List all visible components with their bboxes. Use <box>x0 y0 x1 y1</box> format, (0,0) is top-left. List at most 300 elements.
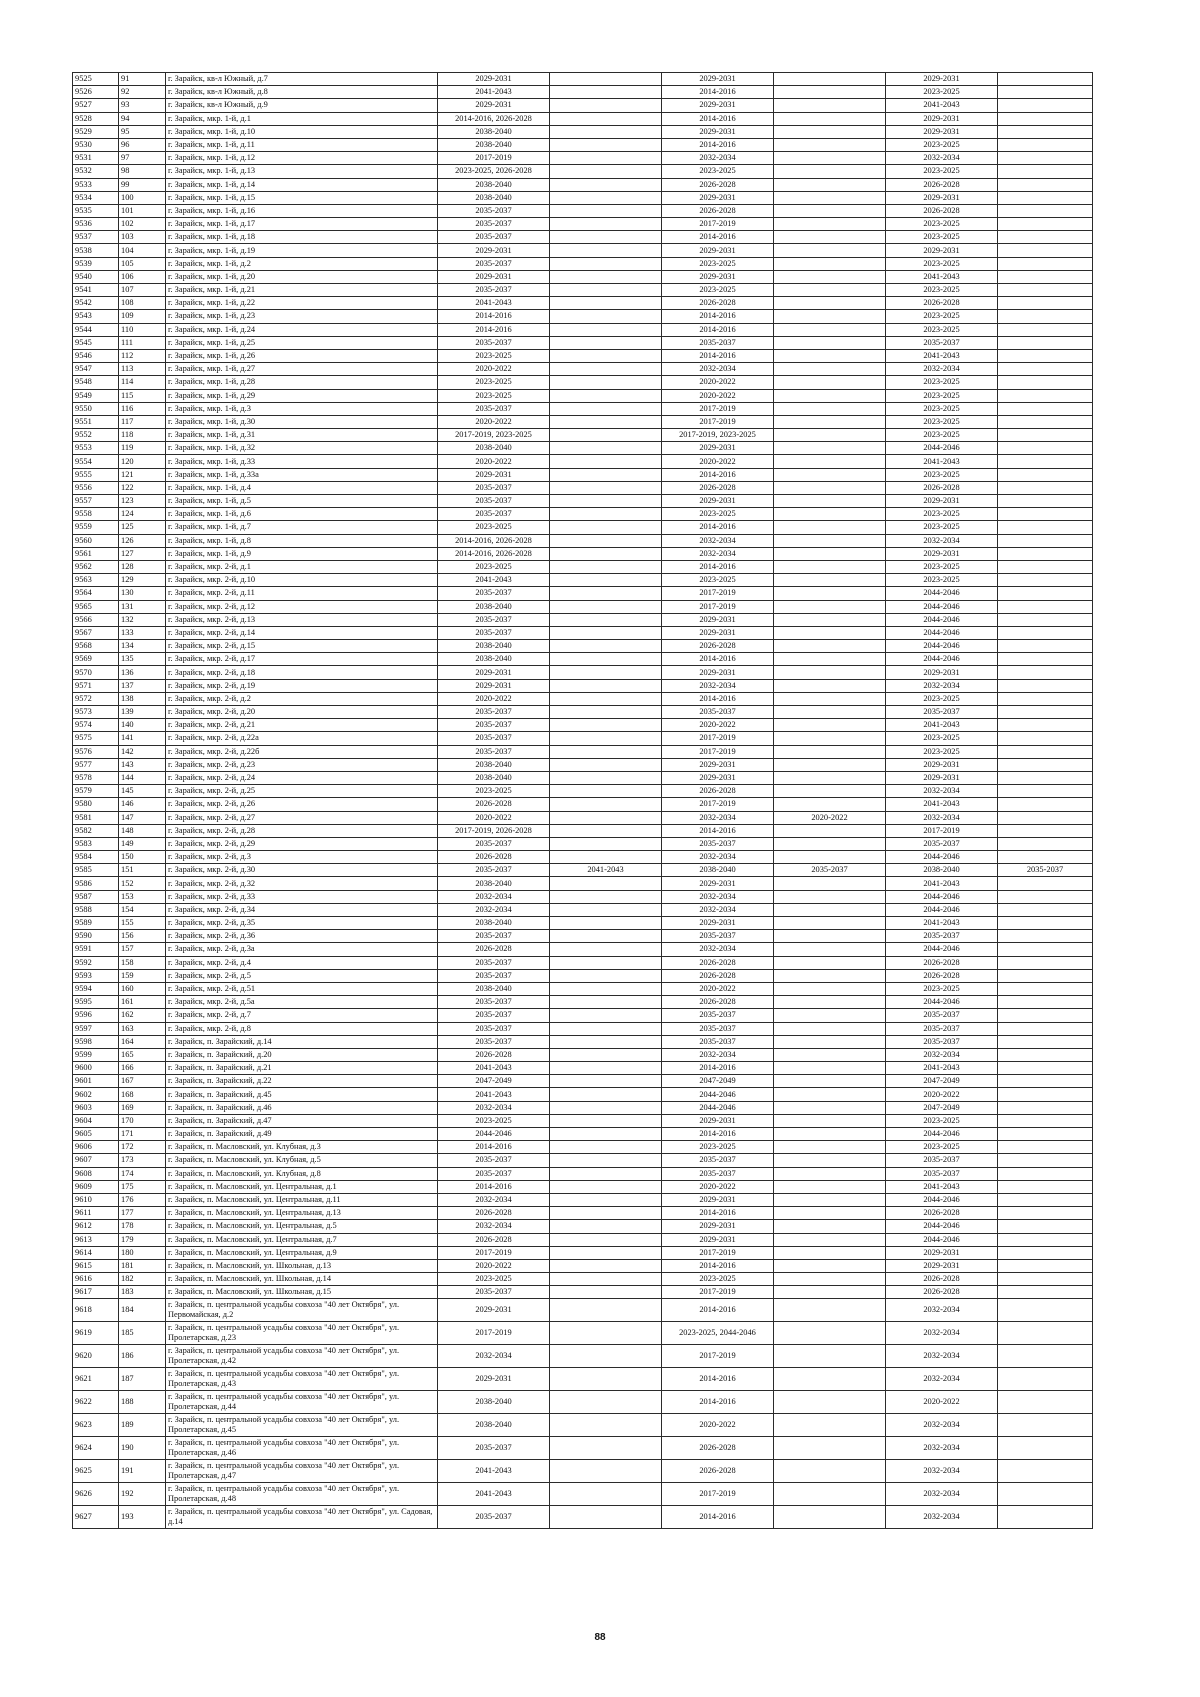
table-row <box>73 521 1093 534</box>
cell-period-5: 2026-2028 <box>886 956 998 969</box>
cell-period-3: 2038-2040 <box>662 864 774 877</box>
cell-period-6 <box>998 811 1093 824</box>
table-row <box>73 969 1093 982</box>
cell-period-2 <box>550 270 662 283</box>
cell-period-5: 2023-2025 <box>886 560 998 573</box>
cell-period-5: 2032-2034 <box>886 811 998 824</box>
cell-period-2 <box>550 1368 662 1391</box>
cell-period-3: 2014-2016 <box>662 1368 774 1391</box>
cell-registry-number: 9588 <box>73 903 119 916</box>
cell-period-3: 2020-2022 <box>662 719 774 732</box>
cell-row-number: 184 <box>119 1299 166 1322</box>
cell-period-1: 2038-2040 <box>438 600 550 613</box>
cell-period-1: 2038-2040 <box>438 138 550 151</box>
cell-period-5: 2035-2037 <box>886 1009 998 1022</box>
table-row <box>73 1022 1093 1035</box>
cell-registry-number: 9576 <box>73 745 119 758</box>
cell-period-1: 2023-2025 <box>438 521 550 534</box>
cell-period-2 <box>550 244 662 257</box>
cell-period-1: 2029-2031 <box>438 1368 550 1391</box>
cell-registry-number: 9589 <box>73 917 119 930</box>
cell-period-6 <box>998 336 1093 349</box>
cell-period-2 <box>550 587 662 600</box>
cell-address: г. Зарайск, мкр. 2-й, д.22а <box>166 732 438 745</box>
cell-period-1: 2035-2037 <box>438 1167 550 1180</box>
cell-period-2 <box>550 125 662 138</box>
cell-registry-number: 9579 <box>73 785 119 798</box>
table-row <box>73 415 1093 428</box>
cell-period-3: 2044-2046 <box>662 1101 774 1114</box>
cell-address: г. Зарайск, мкр. 1-й, д.21 <box>166 284 438 297</box>
cell-period-5: 2017-2019 <box>886 824 998 837</box>
cell-period-5: 2032-2034 <box>886 785 998 798</box>
cell-period-6 <box>998 244 1093 257</box>
cell-address: г. Зарайск, мкр. 1-й, д.13 <box>166 165 438 178</box>
cell-period-4 <box>774 1075 886 1088</box>
cell-period-6 <box>998 771 1093 784</box>
cell-address: г. Зарайск, мкр. 1-й, д.23 <box>166 310 438 323</box>
cell-period-2 <box>550 231 662 244</box>
table-row <box>73 468 1093 481</box>
cell-registry-number: 9573 <box>73 706 119 719</box>
cell-row-number: 174 <box>119 1167 166 1180</box>
cell-period-5: 2029-2031 <box>886 244 998 257</box>
cell-row-number: 144 <box>119 771 166 784</box>
cell-registry-number: 9605 <box>73 1128 119 1141</box>
cell-period-6 <box>998 1022 1093 1035</box>
table-row <box>73 1128 1093 1141</box>
cell-address: г. Зарайск, мкр. 2-й, д.1 <box>166 560 438 573</box>
cell-period-1: 2041-2043 <box>438 1062 550 1075</box>
table-row <box>73 495 1093 508</box>
cell-registry-number: 9540 <box>73 270 119 283</box>
cell-period-5: 2044-2046 <box>886 587 998 600</box>
cell-registry-number: 9539 <box>73 257 119 270</box>
cell-period-6 <box>998 86 1093 99</box>
cell-period-5: 2041-2043 <box>886 1180 998 1193</box>
table-row <box>73 310 1093 323</box>
cell-period-2 <box>550 297 662 310</box>
cell-period-2 <box>550 323 662 336</box>
cell-period-4 <box>774 112 886 125</box>
cell-row-number: 146 <box>119 798 166 811</box>
cell-period-4 <box>774 771 886 784</box>
cell-period-4 <box>774 732 886 745</box>
cell-period-3: 2026-2028 <box>662 481 774 494</box>
cell-period-4 <box>774 1391 886 1414</box>
cell-row-number: 95 <box>119 125 166 138</box>
cell-period-3: 2026-2028 <box>662 969 774 982</box>
table-row <box>73 402 1093 415</box>
cell-address: г. Зарайск, п. Зарайский, д.47 <box>166 1114 438 1127</box>
cell-period-2 <box>550 640 662 653</box>
cell-address: г. Зарайск, п. Масловский, ул. Центральная, д.1 <box>166 1180 438 1193</box>
cell-period-5: 2032-2034 <box>886 1048 998 1061</box>
cell-address: г. Зарайск, мкр. 2-й, д.33 <box>166 890 438 903</box>
cell-period-2 <box>550 600 662 613</box>
cell-period-2 <box>550 415 662 428</box>
table-row <box>73 1220 1093 1233</box>
cell-period-1: 2023-2025 <box>438 376 550 389</box>
cell-period-5: 2023-2025 <box>886 138 998 151</box>
cell-period-5: 2026-2028 <box>886 297 998 310</box>
table-row <box>73 1286 1093 1299</box>
cell-period-3: 2023-2025 <box>662 165 774 178</box>
cell-row-number: 145 <box>119 785 166 798</box>
cell-period-6 <box>998 310 1093 323</box>
cell-period-4 <box>774 943 886 956</box>
cell-period-2 <box>550 758 662 771</box>
cell-period-2 <box>550 310 662 323</box>
cell-period-2 <box>550 481 662 494</box>
cell-period-2 <box>550 547 662 560</box>
cell-period-1: 2014-2016 <box>438 310 550 323</box>
cell-period-2 <box>550 732 662 745</box>
cell-period-5: 2023-2025 <box>886 1141 998 1154</box>
cell-period-2 <box>550 495 662 508</box>
cell-registry-number: 9580 <box>73 798 119 811</box>
cell-period-4 <box>774 270 886 283</box>
cell-row-number: 142 <box>119 745 166 758</box>
cell-period-6 <box>998 349 1093 362</box>
cell-period-4 <box>774 679 886 692</box>
cell-registry-number: 9538 <box>73 244 119 257</box>
cell-address: г. Зарайск, мкр. 1-й, д.31 <box>166 429 438 442</box>
cell-registry-number: 9600 <box>73 1062 119 1075</box>
cell-period-6 <box>998 284 1093 297</box>
cell-period-1: 2035-2037 <box>438 204 550 217</box>
cell-period-3: 2032-2034 <box>662 903 774 916</box>
table-row <box>73 1322 1093 1345</box>
cell-address: г. Зарайск, мкр. 1-й, д.4 <box>166 481 438 494</box>
cell-registry-number: 9541 <box>73 284 119 297</box>
cell-period-6 <box>998 626 1093 639</box>
cell-period-2 <box>550 692 662 705</box>
cell-address: г. Зарайск, мкр. 2-й, д.32 <box>166 877 438 890</box>
cell-period-3: 2029-2031 <box>662 191 774 204</box>
table-row <box>73 771 1093 784</box>
cell-period-5: 2044-2046 <box>886 903 998 916</box>
cell-period-2 <box>550 376 662 389</box>
cell-period-6 <box>998 613 1093 626</box>
cell-row-number: 102 <box>119 218 166 231</box>
cell-registry-number: 9598 <box>73 1035 119 1048</box>
cell-period-5: 2026-2028 <box>886 204 998 217</box>
cell-period-4 <box>774 231 886 244</box>
cell-period-3: 2035-2037 <box>662 1022 774 1035</box>
cell-address: г. Зарайск, п. Масловский, ул. Клубная, д.8 <box>166 1167 438 1180</box>
cell-period-5: 2026-2028 <box>886 1273 998 1286</box>
cell-period-4 <box>774 363 886 376</box>
cell-period-4 <box>774 521 886 534</box>
cell-address: г. Зарайск, мкр. 1-й, д.6 <box>166 508 438 521</box>
cell-period-2 <box>550 653 662 666</box>
cell-period-2 <box>550 1128 662 1141</box>
table-row <box>73 1506 1093 1529</box>
table-row <box>73 613 1093 626</box>
cell-period-5: 2041-2043 <box>886 99 998 112</box>
table-row <box>73 138 1093 151</box>
table-row <box>73 1207 1093 1220</box>
table-row <box>73 125 1093 138</box>
cell-period-6 <box>998 1233 1093 1246</box>
cell-registry-number: 9556 <box>73 481 119 494</box>
cell-period-5: 2032-2034 <box>886 1322 998 1345</box>
cell-registry-number: 9557 <box>73 495 119 508</box>
cell-period-4 <box>774 1437 886 1460</box>
cell-period-3: 2017-2019 <box>662 218 774 231</box>
cell-registry-number: 9533 <box>73 178 119 191</box>
cell-period-3: 2029-2031 <box>662 613 774 626</box>
cell-period-1: 2038-2040 <box>438 653 550 666</box>
cell-registry-number: 9563 <box>73 574 119 587</box>
cell-row-number: 121 <box>119 468 166 481</box>
cell-period-4 <box>774 204 886 217</box>
cell-period-4 <box>774 1101 886 1114</box>
cell-period-5: 2044-2046 <box>886 600 998 613</box>
cell-period-2 <box>550 613 662 626</box>
cell-period-1: 2017-2019, 2026-2028 <box>438 824 550 837</box>
cell-period-6 <box>998 1048 1093 1061</box>
cell-period-5: 2044-2046 <box>886 626 998 639</box>
table-row <box>73 785 1093 798</box>
cell-period-5: 2035-2037 <box>886 1022 998 1035</box>
cell-row-number: 97 <box>119 152 166 165</box>
cell-row-number: 192 <box>119 1483 166 1506</box>
table-row <box>73 455 1093 468</box>
cell-period-4 <box>774 1009 886 1022</box>
cell-row-number: 130 <box>119 587 166 600</box>
cell-period-3: 2029-2031 <box>662 1114 774 1127</box>
cell-registry-number: 9547 <box>73 363 119 376</box>
cell-period-3: 2023-2025 <box>662 1273 774 1286</box>
cell-period-3: 2029-2031 <box>662 666 774 679</box>
cell-period-5: 2023-2025 <box>886 86 998 99</box>
cell-period-5: 2023-2025 <box>886 165 998 178</box>
cell-period-5: 2032-2034 <box>886 363 998 376</box>
cell-period-2 <box>550 1101 662 1114</box>
cell-period-4 <box>774 547 886 560</box>
cell-period-1: 2017-2019 <box>438 1322 550 1345</box>
cell-address: г. Зарайск, п. центральной усадьбы совхоза "40 лет Октября", ул. Пролетарская, д.44 <box>166 1391 438 1414</box>
table-row <box>73 442 1093 455</box>
cell-period-5: 2041-2043 <box>886 877 998 890</box>
cell-registry-number: 9601 <box>73 1075 119 1088</box>
cell-period-5: 2047-2049 <box>886 1101 998 1114</box>
cell-period-3: 2029-2031 <box>662 758 774 771</box>
cell-period-2 <box>550 112 662 125</box>
cell-period-6 <box>998 297 1093 310</box>
cell-period-6 <box>998 1114 1093 1127</box>
cell-period-5: 2026-2028 <box>886 481 998 494</box>
cell-period-3: 2014-2016 <box>662 1207 774 1220</box>
cell-period-1: 2014-2016, 2026-2028 <box>438 112 550 125</box>
cell-period-6 <box>998 851 1093 864</box>
cell-address: г. Зарайск, мкр. 2-й, д.3 <box>166 851 438 864</box>
cell-period-4 <box>774 165 886 178</box>
cell-period-3: 2029-2031 <box>662 442 774 455</box>
cell-address: г. Зарайск, мкр. 1-й, д.14 <box>166 178 438 191</box>
cell-period-5: 2023-2025 <box>886 415 998 428</box>
table-row <box>73 112 1093 125</box>
cell-period-1: 2032-2034 <box>438 890 550 903</box>
cell-registry-number: 9586 <box>73 877 119 890</box>
cell-period-2 <box>550 1207 662 1220</box>
cell-period-1: 2017-2019, 2023-2025 <box>438 429 550 442</box>
cell-registry-number: 9620 <box>73 1345 119 1368</box>
cell-address: г. Зарайск, мкр. 1-й, д.15 <box>166 191 438 204</box>
cell-address: г. Зарайск, мкр. 1-й, д.7 <box>166 521 438 534</box>
cell-row-number: 157 <box>119 943 166 956</box>
table-row <box>73 600 1093 613</box>
cell-period-6 <box>998 204 1093 217</box>
table-row <box>73 1437 1093 1460</box>
table-row <box>73 982 1093 995</box>
cell-period-4 <box>774 666 886 679</box>
cell-address: г. Зарайск, мкр. 2-й, д.15 <box>166 640 438 653</box>
cell-period-5: 2044-2046 <box>886 613 998 626</box>
cell-period-3: 2044-2046 <box>662 1088 774 1101</box>
cell-registry-number: 9555 <box>73 468 119 481</box>
cell-period-3: 2029-2031 <box>662 877 774 890</box>
cell-period-4 <box>774 574 886 587</box>
cell-period-4 <box>774 1128 886 1141</box>
table-row <box>73 73 1093 86</box>
cell-period-3: 2017-2019 <box>662 1345 774 1368</box>
cell-period-5: 2044-2046 <box>886 1220 998 1233</box>
cell-period-4 <box>774 706 886 719</box>
cell-row-number: 178 <box>119 1220 166 1233</box>
cell-period-6 <box>998 1460 1093 1483</box>
cell-period-3: 2020-2022 <box>662 1414 774 1437</box>
table-row <box>73 1154 1093 1167</box>
cell-period-2 <box>550 811 662 824</box>
cell-row-number: 140 <box>119 719 166 732</box>
cell-period-5: 2035-2037 <box>886 336 998 349</box>
cell-registry-number: 9531 <box>73 152 119 165</box>
cell-row-number: 190 <box>119 1437 166 1460</box>
cell-period-4 <box>774 824 886 837</box>
cell-row-number: 158 <box>119 956 166 969</box>
table-row <box>73 758 1093 771</box>
cell-period-3: 2014-2016 <box>662 86 774 99</box>
cell-period-5: 2023-2025 <box>886 284 998 297</box>
cell-period-4 <box>774 99 886 112</box>
cell-period-3: 2014-2016 <box>662 112 774 125</box>
cell-period-5: 2023-2025 <box>886 574 998 587</box>
cell-period-3: 2020-2022 <box>662 1180 774 1193</box>
cell-registry-number: 9617 <box>73 1286 119 1299</box>
table-row <box>73 1345 1093 1368</box>
cell-registry-number: 9548 <box>73 376 119 389</box>
cell-period-2 <box>550 1141 662 1154</box>
cell-row-number: 149 <box>119 837 166 850</box>
cell-period-2 <box>550 284 662 297</box>
cell-period-3: 2014-2016 <box>662 1259 774 1272</box>
cell-period-6 <box>998 429 1093 442</box>
cell-period-6 <box>998 996 1093 1009</box>
cell-address: г. Зарайск, п. Масловский, ул. Школьная, д.13 <box>166 1259 438 1272</box>
cell-period-3: 2029-2031 <box>662 1233 774 1246</box>
cell-period-6 <box>998 1414 1093 1437</box>
cell-period-4 <box>774 640 886 653</box>
cell-period-2 <box>550 1193 662 1206</box>
cell-row-number: 135 <box>119 653 166 666</box>
cell-row-number: 139 <box>119 706 166 719</box>
cell-period-5: 2032-2034 <box>886 534 998 547</box>
cell-registry-number: 9618 <box>73 1299 119 1322</box>
cell-registry-number: 9616 <box>73 1273 119 1286</box>
cell-period-1: 2023-2025 <box>438 785 550 798</box>
cell-registry-number: 9593 <box>73 969 119 982</box>
cell-period-3: 2014-2016 <box>662 692 774 705</box>
cell-registry-number: 9585 <box>73 864 119 877</box>
cell-address: г. Зарайск, п. центральной усадьбы совхоза "40 лет Октября", ул. Первомайская, д.2 <box>166 1299 438 1322</box>
cell-period-4 <box>774 1414 886 1437</box>
cell-row-number: 150 <box>119 851 166 864</box>
table-row <box>73 692 1093 705</box>
cell-period-3: 2029-2031 <box>662 244 774 257</box>
cell-period-1: 2041-2043 <box>438 1460 550 1483</box>
cell-period-6 <box>998 1286 1093 1299</box>
cell-period-2 <box>550 402 662 415</box>
cell-period-2 <box>550 1286 662 1299</box>
cell-period-4 <box>774 349 886 362</box>
cell-period-2 <box>550 508 662 521</box>
cell-registry-number: 9584 <box>73 851 119 864</box>
table-row <box>73 99 1093 112</box>
cell-period-4 <box>774 1322 886 1345</box>
cell-period-1: 2026-2028 <box>438 1048 550 1061</box>
cell-period-3: 2032-2034 <box>662 547 774 560</box>
cell-address: г. Зарайск, мкр. 2-й, д.18 <box>166 666 438 679</box>
cell-address: г. Зарайск, мкр. 1-й, д.19 <box>166 244 438 257</box>
cell-period-6 <box>998 600 1093 613</box>
cell-period-3: 2017-2019 <box>662 587 774 600</box>
cell-period-3: 2023-2025 <box>662 1141 774 1154</box>
cell-period-3: 2014-2016 <box>662 138 774 151</box>
cell-period-2 <box>550 99 662 112</box>
cell-period-3: 2017-2019 <box>662 1286 774 1299</box>
cell-period-4 <box>774 877 886 890</box>
cell-period-1: 2035-2037 <box>438 481 550 494</box>
table-row <box>73 1391 1093 1414</box>
cell-address: г. Зарайск, мкр. 1-й, д.5 <box>166 495 438 508</box>
cell-period-5: 2020-2022 <box>886 1088 998 1101</box>
cell-period-5: 2047-2049 <box>886 1075 998 1088</box>
cell-period-4 <box>774 613 886 626</box>
cell-period-1: 2038-2040 <box>438 877 550 890</box>
cell-period-5: 2044-2046 <box>886 996 998 1009</box>
cell-address: г. Зарайск, мкр. 1-й, д.2 <box>166 257 438 270</box>
cell-address: г. Зарайск, мкр. 2-й, д.28 <box>166 824 438 837</box>
cell-period-5: 2032-2034 <box>886 1506 998 1529</box>
cell-registry-number: 9560 <box>73 534 119 547</box>
cell-period-5: 2032-2034 <box>886 1414 998 1437</box>
cell-period-4 <box>774 1460 886 1483</box>
table-row <box>73 574 1093 587</box>
cell-period-6 <box>998 1391 1093 1414</box>
table-row <box>73 560 1093 573</box>
table-row <box>73 732 1093 745</box>
cell-period-2 <box>550 1075 662 1088</box>
cell-address: г. Зарайск, мкр. 2-й, д.21 <box>166 719 438 732</box>
cell-period-6 <box>998 1259 1093 1272</box>
table-row <box>73 508 1093 521</box>
cell-period-6 <box>998 1167 1093 1180</box>
cell-period-3: 2014-2016 <box>662 824 774 837</box>
cell-period-1: 2026-2028 <box>438 851 550 864</box>
